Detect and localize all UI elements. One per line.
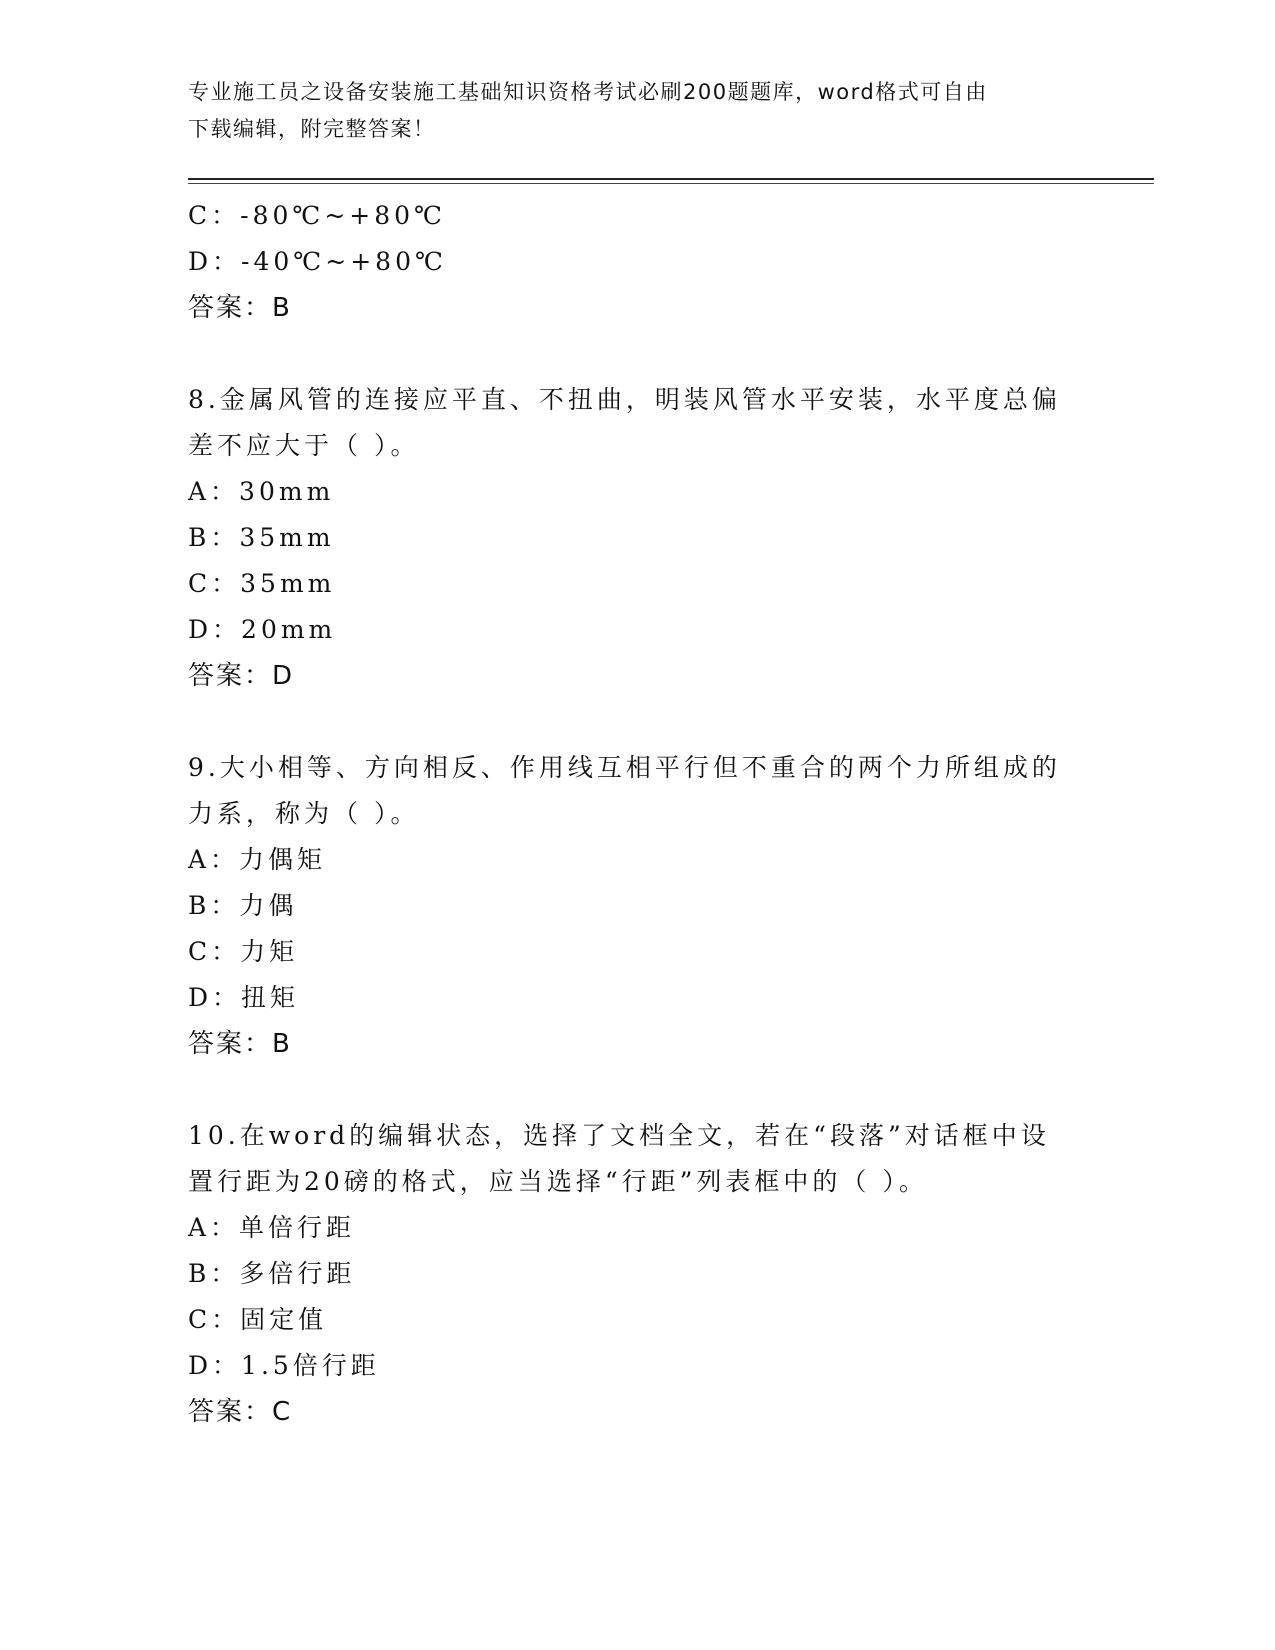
option-a: A：单倍行距 [188, 1213, 356, 1242]
question-text-line-2: 力系，称为（ ）。 [188, 799, 420, 828]
header-rule-thin [188, 183, 1154, 184]
option-c: C：固定值 [188, 1305, 328, 1334]
answer-line: 答案：B [188, 293, 292, 323]
option-d: D：20mm [188, 615, 337, 644]
question-10 [188, 1113, 1068, 1435]
option-b: B：多倍行距 [188, 1259, 356, 1288]
option-c: C：力矩 [188, 937, 299, 966]
header-rule-thick [188, 178, 1154, 180]
question-text-line-2: 差不应大于（ ）。 [188, 431, 420, 460]
document-body [188, 193, 1068, 1435]
option-c: C：-80℃~+80℃ [188, 201, 447, 230]
option-d: D：扭矩 [188, 983, 300, 1012]
option-d: D：-40℃~+80℃ [188, 247, 447, 276]
option-a: A：30mm [188, 477, 335, 506]
spacer [188, 699, 1068, 745]
option-a: A：力偶矩 [188, 845, 327, 874]
document-header [188, 74, 1068, 148]
question-text-line-1: 10.在word的编辑状态，选择了文档全文，若在“段落”对话框中设 [188, 1121, 1050, 1150]
answer-line: 答案：B [188, 1029, 292, 1059]
option-d: D：1.5倍行距 [188, 1351, 380, 1380]
answer-line: 答案：C [188, 1397, 293, 1427]
option-b: B：35mm [188, 523, 335, 552]
header-line-1: 专业施工员之设备安装施工基础知识资格考试必刷200题题库，word格式可自由 [188, 80, 988, 104]
option-b: B：力偶 [188, 891, 298, 920]
header-line-2: 下载编辑，附完整答案！ [188, 117, 436, 141]
question-9 [188, 745, 1068, 1067]
spacer [188, 331, 1068, 377]
question-text-line-1: 8.金属风管的连接应平直、不扭曲，明装风管水平安装，水平度总偏 [188, 385, 1061, 414]
option-c: C：35mm [188, 569, 336, 598]
question-text-line-2: 置行距为20磅的格式，应当选择“行距”列表框中的（ ）。 [188, 1167, 928, 1196]
answer-line: 答案：D [188, 661, 295, 691]
spacer [188, 1067, 1068, 1113]
question-8 [188, 377, 1068, 699]
prev-question-tail [188, 193, 1068, 331]
question-text-line-1: 9.大小相等、方向相反、作用线互相平行但不重合的两个力所组成的 [188, 753, 1061, 782]
